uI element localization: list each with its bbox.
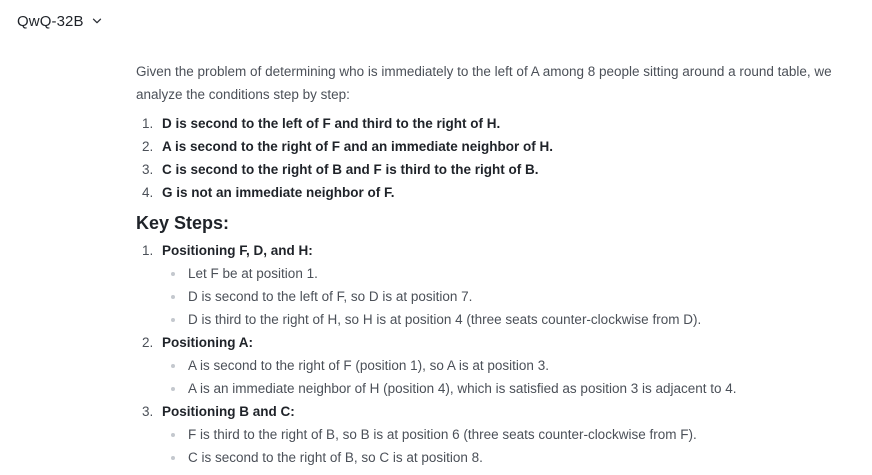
bullet-text: A is second to the right of F (position 1), so A is at position 3. <box>188 358 549 373</box>
step-bullets <box>162 262 872 331</box>
bullet-text: D is third to the right of H, so H is at position 4 (three seats counter-clockwise from D). <box>188 312 702 327</box>
bullet-text: F is third to the right of B, so B is at position 6 (three seats counter-clockwise from F). <box>188 427 697 442</box>
step-item <box>136 331 872 400</box>
condition-item <box>136 158 872 181</box>
list-number: 1. <box>142 116 154 131</box>
bullet-item <box>162 285 872 308</box>
bullet-dot-icon <box>171 364 175 368</box>
step-title: Positioning F, D, and H: <box>162 243 313 258</box>
intro-text: Given the problem of determining who is immediately to the left of A among 8 people sitting around a round table, we analyze the conditions step by step: <box>136 64 832 102</box>
bullet-dot-icon <box>171 295 175 299</box>
bullet-dot-icon <box>171 456 175 460</box>
list-number: 3. <box>142 162 154 177</box>
step-item <box>136 400 872 469</box>
condition-item <box>136 181 872 204</box>
model-name: QwQ-32B <box>17 12 84 30</box>
bullet-item <box>162 446 872 469</box>
bullet-item <box>162 354 872 377</box>
condition-text: D is second to the left of F and third to the right of H. <box>162 116 501 131</box>
steps-list <box>136 239 872 469</box>
bullet-item <box>162 262 872 285</box>
condition-item <box>136 112 872 135</box>
bullet-dot-icon <box>171 318 175 322</box>
conditions-list <box>136 112 872 204</box>
step-title: Positioning A: <box>162 335 253 350</box>
bullet-text: Let F be at position 1. <box>188 266 318 281</box>
condition-text: C is second to the right of B and F is third to the right of B. <box>162 162 539 177</box>
bullet-dot-icon <box>171 272 175 276</box>
bullet-text: C is second to the right of B, so C is at position 8. <box>188 450 483 465</box>
bullet-item <box>162 308 872 331</box>
list-number: 2. <box>142 139 154 154</box>
bullet-dot-icon <box>171 387 175 391</box>
assistant-message <box>136 60 872 469</box>
condition-text: A is second to the right of F and an immediate neighbor of H. <box>162 139 554 154</box>
list-number: 2. <box>142 335 154 350</box>
list-number: 3. <box>142 404 154 419</box>
bullet-text: A is an immediate neighbor of H (position 4), which is satisfied as position 3 is adjacent to 4. <box>188 381 737 396</box>
step-bullets <box>162 423 872 469</box>
step-item <box>136 239 872 331</box>
condition-item <box>136 135 872 158</box>
key-steps-heading: Key Steps: <box>136 213 230 233</box>
model-selector[interactable] <box>17 9 102 33</box>
bullet-text: D is second to the left of F, so D is at position 7. <box>188 289 473 304</box>
list-number: 1. <box>142 243 154 258</box>
list-number: 4. <box>142 185 154 200</box>
step-title: Positioning B and C: <box>162 404 295 419</box>
step-bullets <box>162 354 872 400</box>
bullet-dot-icon <box>171 433 175 437</box>
chevron-down-icon <box>92 16 102 26</box>
bullet-item <box>162 377 872 400</box>
condition-text: G is not an immediate neighbor of F. <box>162 185 395 200</box>
bullet-item <box>162 423 872 446</box>
